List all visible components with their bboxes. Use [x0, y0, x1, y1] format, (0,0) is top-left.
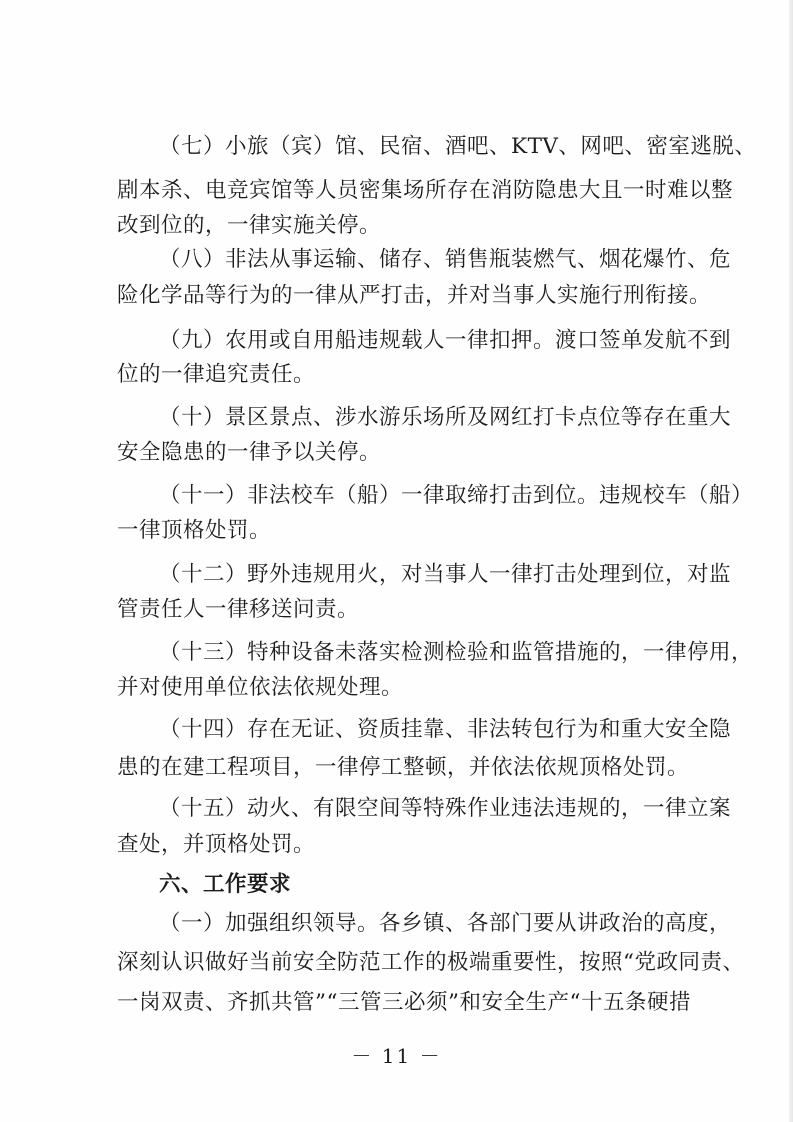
paragraph-line: （十三）特种设备未落实检测检验和监管措施的，一律停用， — [159, 640, 754, 665]
paragraph-line: （八）非法从事运输、储存、销售瓶装燃气、烟花爆竹、危 — [159, 247, 732, 272]
paragraph-line: 一律顶格处罚。 — [117, 518, 272, 543]
paragraph-line: （十五）动火、有限空间等特殊作业违法违规的，一律立案 — [159, 796, 732, 821]
paragraph-line: 险化学品等行为的一律从严打击，并对当事人实施行刑衔接。 — [117, 283, 712, 308]
paragraph-line: 一岗双责、齐抓共管”“三管三必须”和安全生产“十五条硬措 — [117, 990, 691, 1015]
paragraph-line: （十二）野外违规用火，对当事人一律打击处理到位，对监 — [159, 562, 732, 587]
paragraph-line: （十四）存在无证、资质挂靠、非法转包行为和重大安全隐 — [159, 717, 732, 742]
scan-edge — [789, 0, 793, 1122]
paragraph-line: （九）农用或自用船违规载人一律扣押。渡口签单发航不到 — [159, 328, 732, 353]
paragraph-line: （十一）非法校车（船）一律取缔打击到位。违规校车（船） — [159, 483, 754, 508]
paragraph-line: （七）小旅（宾）馆、民宿、酒吧、KTV、网吧、密室逃脱、 — [159, 134, 757, 159]
paragraph-line: 深刻认识做好当前安全防范工作的极端重要性，按照“党政同责、 — [117, 950, 745, 975]
paragraph-line: 并对使用单位依法依规处理。 — [117, 675, 404, 700]
paragraph-line: 查处，并顶格处罚。 — [117, 832, 316, 857]
page-number: － 11 － — [351, 1044, 442, 1068]
paragraph-line: （十）景区景点、涉水游乐场所及网红打卡点位等存在重大 — [159, 405, 732, 430]
paragraph-line: 剧本杀、电竞宾馆等人员密集场所存在消防隐患大且一时难以整 — [117, 178, 734, 203]
paragraph-line: 改到位的，一律实施关停。 — [117, 213, 382, 238]
paragraph-line: 患的在建工程项目，一律停工整顿，并依法依规顶格处罚。 — [117, 755, 690, 780]
paragraph-line: （一）加强组织领导。各乡镇、各部门要从讲政治的高度， — [159, 911, 732, 936]
paragraph-line: 管责任人一律移送问责。 — [117, 597, 360, 622]
paragraph-line: 安全隐患的一律予以关停。 — [117, 440, 382, 465]
section-heading: 六、工作要求 — [159, 872, 292, 897]
paragraph-line: 位的一律追究责任。 — [117, 362, 316, 387]
